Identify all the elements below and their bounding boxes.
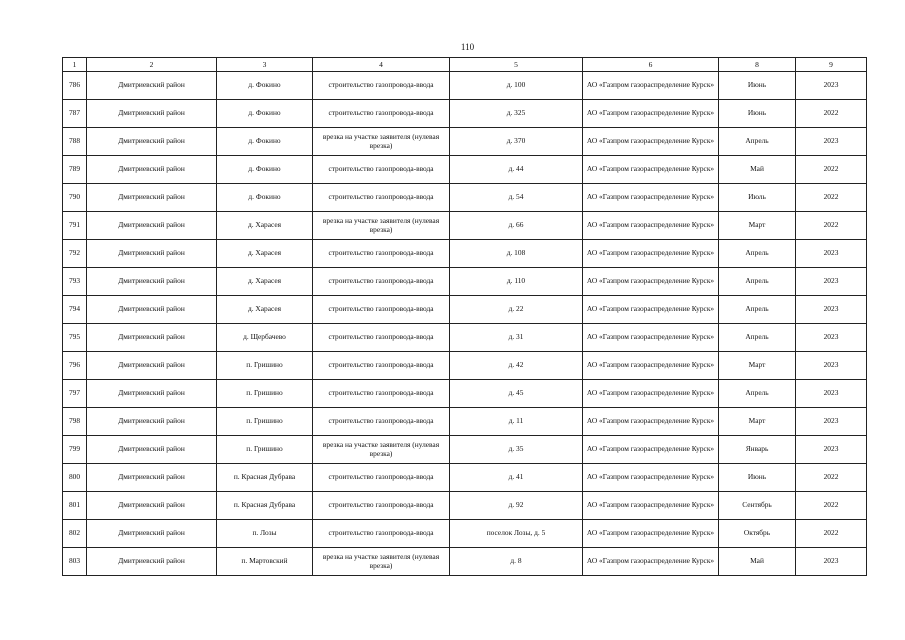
work-type-cell: врезка на участке заявителя (нулевая врезка) [313,128,450,156]
organization-cell: АО «Газпром газораспределение Курск» [583,436,719,464]
settlement-cell: п. Гришино [217,436,313,464]
table-row [63,156,867,184]
settlement-cell: д. Фокино [217,100,313,128]
settlement-cell: д. Харасея [217,240,313,268]
district-cell: Дмитриевский район [87,156,217,184]
settlement-cell: д. Фокино [217,184,313,212]
district-cell: Дмитриевский район [87,324,217,352]
year-cell: 2023 [796,548,867,576]
row-number-cell: 802 [63,520,87,548]
year-cell: 2023 [796,296,867,324]
organization-cell: АО «Газпром газораспределение Курск» [583,464,719,492]
row-number-cell: 803 [63,548,87,576]
month-cell: Апрель [719,380,796,408]
row-number-cell: 790 [63,184,87,212]
table-row [63,436,867,464]
address-cell: д. 44 [450,156,583,184]
organization-cell: АО «Газпром газораспределение Курск» [583,268,719,296]
address-cell: д. 325 [450,100,583,128]
organization-cell: АО «Газпром газораспределение Курск» [583,128,719,156]
work-type-cell: строительство газопровода-ввода [313,380,450,408]
address-cell: д. 22 [450,296,583,324]
settlement-cell: д. Фокино [217,128,313,156]
column-header: 5 [450,58,583,72]
settlement-cell: д. Харасея [217,296,313,324]
month-cell: Апрель [719,240,796,268]
year-cell: 2022 [796,184,867,212]
district-cell: Дмитриевский район [87,548,217,576]
address-cell: д. 54 [450,184,583,212]
month-cell: Апрель [719,296,796,324]
year-cell: 2023 [796,380,867,408]
address-cell: д. 42 [450,352,583,380]
address-cell: д. 110 [450,268,583,296]
work-type-cell: строительство газопровода-ввода [313,352,450,380]
settlement-cell: п. Лозы [217,520,313,548]
year-cell: 2022 [796,464,867,492]
organization-cell: АО «Газпром газораспределение Курск» [583,184,719,212]
work-type-cell: строительство газопровода-ввода [313,520,450,548]
work-type-cell: строительство газопровода-ввода [313,492,450,520]
year-cell: 2023 [796,72,867,100]
table-row [63,184,867,212]
organization-cell: АО «Газпром газораспределение Курск» [583,100,719,128]
organization-cell: АО «Газпром газораспределение Курск» [583,212,719,240]
district-cell: Дмитриевский район [87,240,217,268]
settlement-cell: п. Мартовский [217,548,313,576]
month-cell: Май [719,156,796,184]
address-cell: д. 100 [450,72,583,100]
row-number-cell: 801 [63,492,87,520]
address-cell: д. 35 [450,436,583,464]
organization-cell: АО «Газпром газораспределение Курск» [583,296,719,324]
column-header: 3 [217,58,313,72]
row-number-cell: 800 [63,464,87,492]
organization-cell: АО «Газпром газораспределение Курск» [583,240,719,268]
row-number-cell: 798 [63,408,87,436]
district-cell: Дмитриевский район [87,436,217,464]
work-type-cell: строительство газопровода-ввода [313,324,450,352]
row-number-cell: 797 [63,380,87,408]
month-cell: Июль [719,184,796,212]
work-type-cell: строительство газопровода-ввода [313,240,450,268]
district-cell: Дмитриевский район [87,72,217,100]
month-cell: Апрель [719,128,796,156]
month-cell: Июнь [719,464,796,492]
month-cell: Апрель [719,324,796,352]
month-cell: Июнь [719,72,796,100]
page-number: 110 [460,42,475,52]
row-number-cell: 796 [63,352,87,380]
column-header: 2 [87,58,217,72]
organization-cell: АО «Газпром газораспределение Курск» [583,520,719,548]
table-row [63,464,867,492]
work-type-cell: строительство газопровода-ввода [313,100,450,128]
row-number-cell: 793 [63,268,87,296]
organization-cell: АО «Газпром газораспределение Курск» [583,72,719,100]
table-row [63,324,867,352]
work-type-cell: строительство газопровода-ввода [313,464,450,492]
address-cell: д. 370 [450,128,583,156]
column-header: 9 [796,58,867,72]
column-header: 1 [63,58,87,72]
address-cell: д. 66 [450,212,583,240]
month-cell: Март [719,212,796,240]
column-number-row [63,58,867,72]
district-cell: Дмитриевский район [87,380,217,408]
year-cell: 2022 [796,156,867,184]
table-row [63,128,867,156]
address-cell: д. 41 [450,464,583,492]
table-row [63,380,867,408]
table-row [63,492,867,520]
organization-cell: АО «Газпром газораспределение Курск» [583,352,719,380]
settlement-cell: д. Фокино [217,156,313,184]
table-row [63,296,867,324]
month-cell: Январь [719,436,796,464]
address-cell: д. 31 [450,324,583,352]
column-header: 6 [583,58,719,72]
row-number-cell: 792 [63,240,87,268]
settlement-cell: п. Гришино [217,380,313,408]
year-cell: 2023 [796,268,867,296]
table-row [63,212,867,240]
table-body [63,72,867,576]
district-cell: Дмитриевский район [87,268,217,296]
work-type-cell: врезка на участке заявителя (нулевая врезка) [313,548,450,576]
organization-cell: АО «Газпром газораспределение Курск» [583,380,719,408]
organization-cell: АО «Газпром газораспределение Курск» [583,324,719,352]
row-number-cell: 794 [63,296,87,324]
year-cell: 2023 [796,240,867,268]
settlement-cell: д. Харасея [217,212,313,240]
organization-cell: АО «Газпром газораспределение Курск» [583,156,719,184]
organization-cell: АО «Газпром газораспределение Курск» [583,548,719,576]
row-number-cell: 786 [63,72,87,100]
work-type-cell: строительство газопровода-ввода [313,296,450,324]
district-cell: Дмитриевский район [87,352,217,380]
district-cell: Дмитриевский район [87,464,217,492]
work-type-cell: строительство газопровода-ввода [313,268,450,296]
row-number-cell: 799 [63,436,87,464]
district-cell: Дмитриевский район [87,520,217,548]
address-cell: д. 92 [450,492,583,520]
year-cell: 2022 [796,520,867,548]
month-cell: Сентябрь [719,492,796,520]
year-cell: 2022 [796,492,867,520]
year-cell: 2022 [796,100,867,128]
row-number-cell: 791 [63,212,87,240]
table-row [63,240,867,268]
settlement-cell: д. Щербачево [217,324,313,352]
address-cell: д. 45 [450,380,583,408]
month-cell: Июнь [719,100,796,128]
district-cell: Дмитриевский район [87,296,217,324]
district-cell: Дмитриевский район [87,184,217,212]
row-number-cell: 788 [63,128,87,156]
column-header: 8 [719,58,796,72]
address-cell: д. 108 [450,240,583,268]
month-cell: Апрель [719,268,796,296]
district-cell: Дмитриевский район [87,128,217,156]
month-cell: Май [719,548,796,576]
district-cell: Дмитриевский район [87,408,217,436]
settlement-cell: п. Красная Дубрава [217,464,313,492]
year-cell: 2023 [796,324,867,352]
district-cell: Дмитриевский район [87,492,217,520]
table-row [63,352,867,380]
settlement-cell: п. Красная Дубрава [217,492,313,520]
row-number-cell: 787 [63,100,87,128]
address-cell: д. 11 [450,408,583,436]
settlement-cell: п. Гришино [217,352,313,380]
table-row [63,408,867,436]
organization-cell: АО «Газпром газораспределение Курск» [583,408,719,436]
work-type-cell: врезка на участке заявителя (нулевая врезка) [313,436,450,464]
year-cell: 2022 [796,212,867,240]
settlement-cell: д. Харасея [217,268,313,296]
work-type-cell: строительство газопровода-ввода [313,72,450,100]
district-cell: Дмитриевский район [87,212,217,240]
organization-cell: АО «Газпром газораспределение Курск» [583,492,719,520]
work-type-cell: врезка на участке заявителя (нулевая врезка) [313,212,450,240]
schedule-table [62,57,867,576]
table-row [63,520,867,548]
table-row [63,72,867,100]
year-cell: 2023 [796,436,867,464]
year-cell: 2023 [796,408,867,436]
settlement-cell: д. Фокино [217,72,313,100]
year-cell: 2023 [796,128,867,156]
table-row [63,548,867,576]
address-cell: д. 8 [450,548,583,576]
column-header: 4 [313,58,450,72]
year-cell: 2023 [796,352,867,380]
work-type-cell: строительство газопровода-ввода [313,156,450,184]
table-row [63,100,867,128]
month-cell: Март [719,352,796,380]
settlement-cell: п. Гришино [217,408,313,436]
address-cell: поселок Лозы, д. 5 [450,520,583,548]
row-number-cell: 795 [63,324,87,352]
month-cell: Март [719,408,796,436]
work-type-cell: строительство газопровода-ввода [313,408,450,436]
district-cell: Дмитриевский район [87,100,217,128]
work-type-cell: строительство газопровода-ввода [313,184,450,212]
table-row [63,268,867,296]
row-number-cell: 789 [63,156,87,184]
month-cell: Октябрь [719,520,796,548]
